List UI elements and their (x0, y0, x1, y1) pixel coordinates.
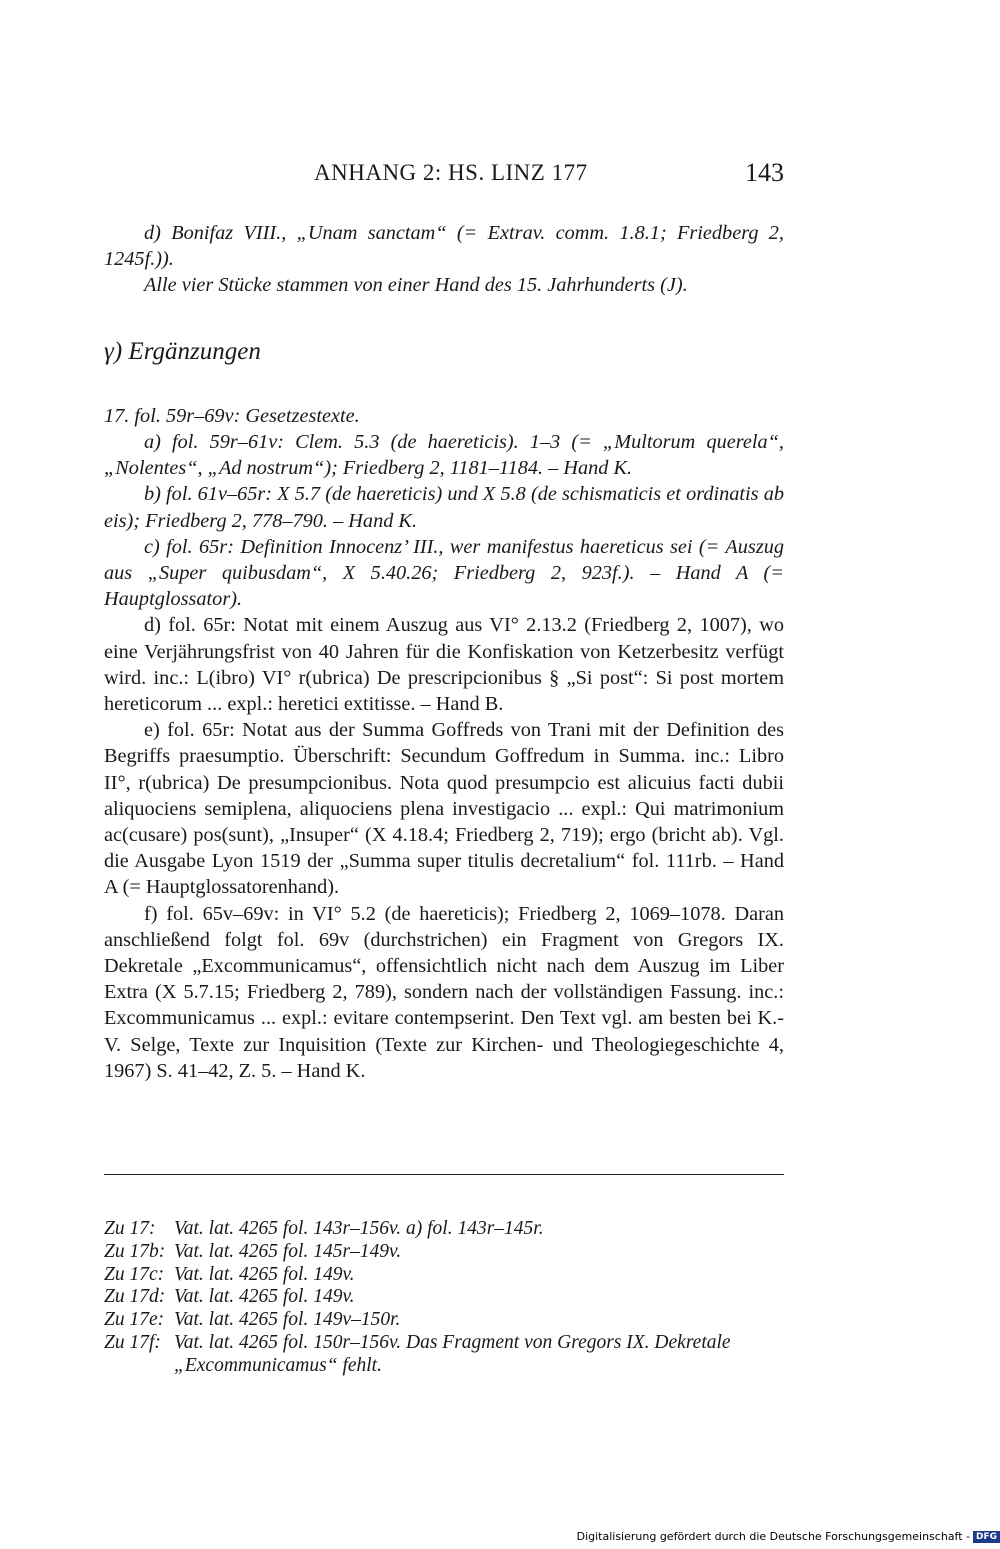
footnote (104, 1309, 784, 1332)
item-17b (104, 481, 784, 533)
credit-text: Digitalisierung gefördert durch die Deutsche Forschungsgemeinschaft - (576, 1530, 970, 1543)
intro-note: Alle vier Stücke stammen von einer Hand des 15. Jahrhunderts (J). (144, 274, 688, 297)
footnote-label: Zu 17: (104, 1218, 156, 1239)
item-17a-text: a) fol. 59r–61v: Clem. 5.3 (de haereticis). 1–3 (= „Multorum querela“, „Nolentes“, „Ad nostrum“); Friedberg 2, 1181–1184. – Hand K. (104, 431, 784, 480)
item-17a (104, 429, 784, 481)
footnote-divider (104, 1174, 784, 1175)
footnote-label: Zu 17b: (104, 1240, 166, 1262)
footnote-text: Vat. lat. 4265 fol. 150r–156v. Das Fragment von Gregors IX. Dekretale „Excommunicamus“ fehlt. (174, 1331, 731, 1376)
footnote-label: Zu 17e: (104, 1309, 165, 1331)
footnote (104, 1218, 784, 1241)
footnotes (104, 1218, 784, 1378)
footnote-text: Vat. lat. 4265 fol. 145r–149v. (174, 1240, 402, 1262)
footnote-text: Vat. lat. 4265 fol. 149v. (174, 1263, 355, 1285)
footnote (104, 1332, 784, 1378)
section-title: γ) Ergänzungen (104, 337, 261, 365)
footnote-text: Vat. lat. 4265 fol. 149v. (174, 1286, 355, 1308)
running-title: ANHANG 2: HS. LINZ 177 (314, 160, 588, 185)
item-17e: e) fol. 65r: Notat aus der Summa Goffreds von Trani mit der Definition des Begriffs praesumptio. Überschrift: Secundum Goffredum in Summa. inc.: Libro II°, r(ubrica) De presumpcionibus. Nota quod presumpcio est alicuius facti dubii aliquociens semiplena, aliquociens plena investigacio ... expl.: Qui matrimonium ac(cusare) pos(sunt), „Insuper“ (X 4.18.4; Friedberg 2, 719); ergo (bricht ab). Vgl. die Ausgabe Lyon 1519 der „Summa super titulis decretalium“ fol. 111rb. – Hand A (= Hauptglossatorenhand). (104, 719, 784, 899)
dfg-logo: DFG (973, 1531, 1000, 1543)
item-17f: f) fol. 65v–69v: in VI° 5.2 (de haereticis); Friedberg 2, 1069–1078. Daran anschließend folgt fol. 69v (durchstrichen) ein Fragment von Gregors IX. Dekretale „Excommunicamus“, offensichtlich nicht nach dem Auszug im Liber Extra (X 5.7.15; Friedberg 2, 789), sondern nach der vollständigen Fassung. inc.: Excommunicamus ... expl.: evitare contempserint. Den Text vgl. am besten bei K.-V. Selge, Texte zur Inquisition (Texte zur Kirchen- und Theologiegeschichte 4, 1967) S. 41–42, Z. 5. – Hand K. (104, 902, 784, 1082)
footnote-label: Zu 17c: (104, 1263, 165, 1285)
main-text (104, 220, 784, 1084)
footnote (104, 1264, 784, 1287)
item-17c-text: c) fol. 65r: Definition Innocenz’ III., wer manifestus haereticus sei (= Auszug aus „Super quibusdam“, X 5.40.26; Friedberg 2, 923f.). – Hand A (= Hauptglossator). (104, 535, 784, 611)
item-17b-text: b) fol. 61v–65r: X 5.7 (de haereticis) und X 5.8 (de schismaticis et ordinatis ab eis); Friedberg 2, 778–790. – Hand K. (104, 483, 784, 532)
footnote (104, 1286, 784, 1309)
footnote-label: Zu 17d: (104, 1286, 166, 1308)
footnote-text: Vat. lat. 4265 fol. 149v–150r. (174, 1309, 401, 1331)
footnote-text: Vat. lat. 4265 fol. 143r–156v. a) fol. 143r–145r. (174, 1218, 544, 1239)
footnote-label: Zu 17f: (104, 1331, 161, 1353)
footnote (104, 1241, 784, 1264)
item-17c (104, 534, 784, 613)
item-17-heading: 17. fol. 59r–69v: Gesetzestexte. (104, 404, 360, 427)
digitization-credit (577, 1530, 1000, 1543)
intro-item-d: d) Bonifaz VIII., „Unam sanctam“ (= Extrav. comm. 1.8.1; Friedberg 2, 1245f.)). (104, 222, 784, 271)
page-number: 143 (745, 158, 784, 187)
item-17d: d) fol. 65r: Notat mit einem Auszug aus VI° 2.13.2 (Friedberg 2, 1007), wo eine Verjährungsfrist von 40 Jahren für die Konfiskation von Ketzerbesitz verfügt wird. inc.: L(ibro) VI° r(ubrica) De prescripcionibus § „Si post“: Si post mortem hereticorum ... expl.: heretici extitisse. – Hand B. (104, 614, 784, 716)
running-header (104, 158, 784, 198)
